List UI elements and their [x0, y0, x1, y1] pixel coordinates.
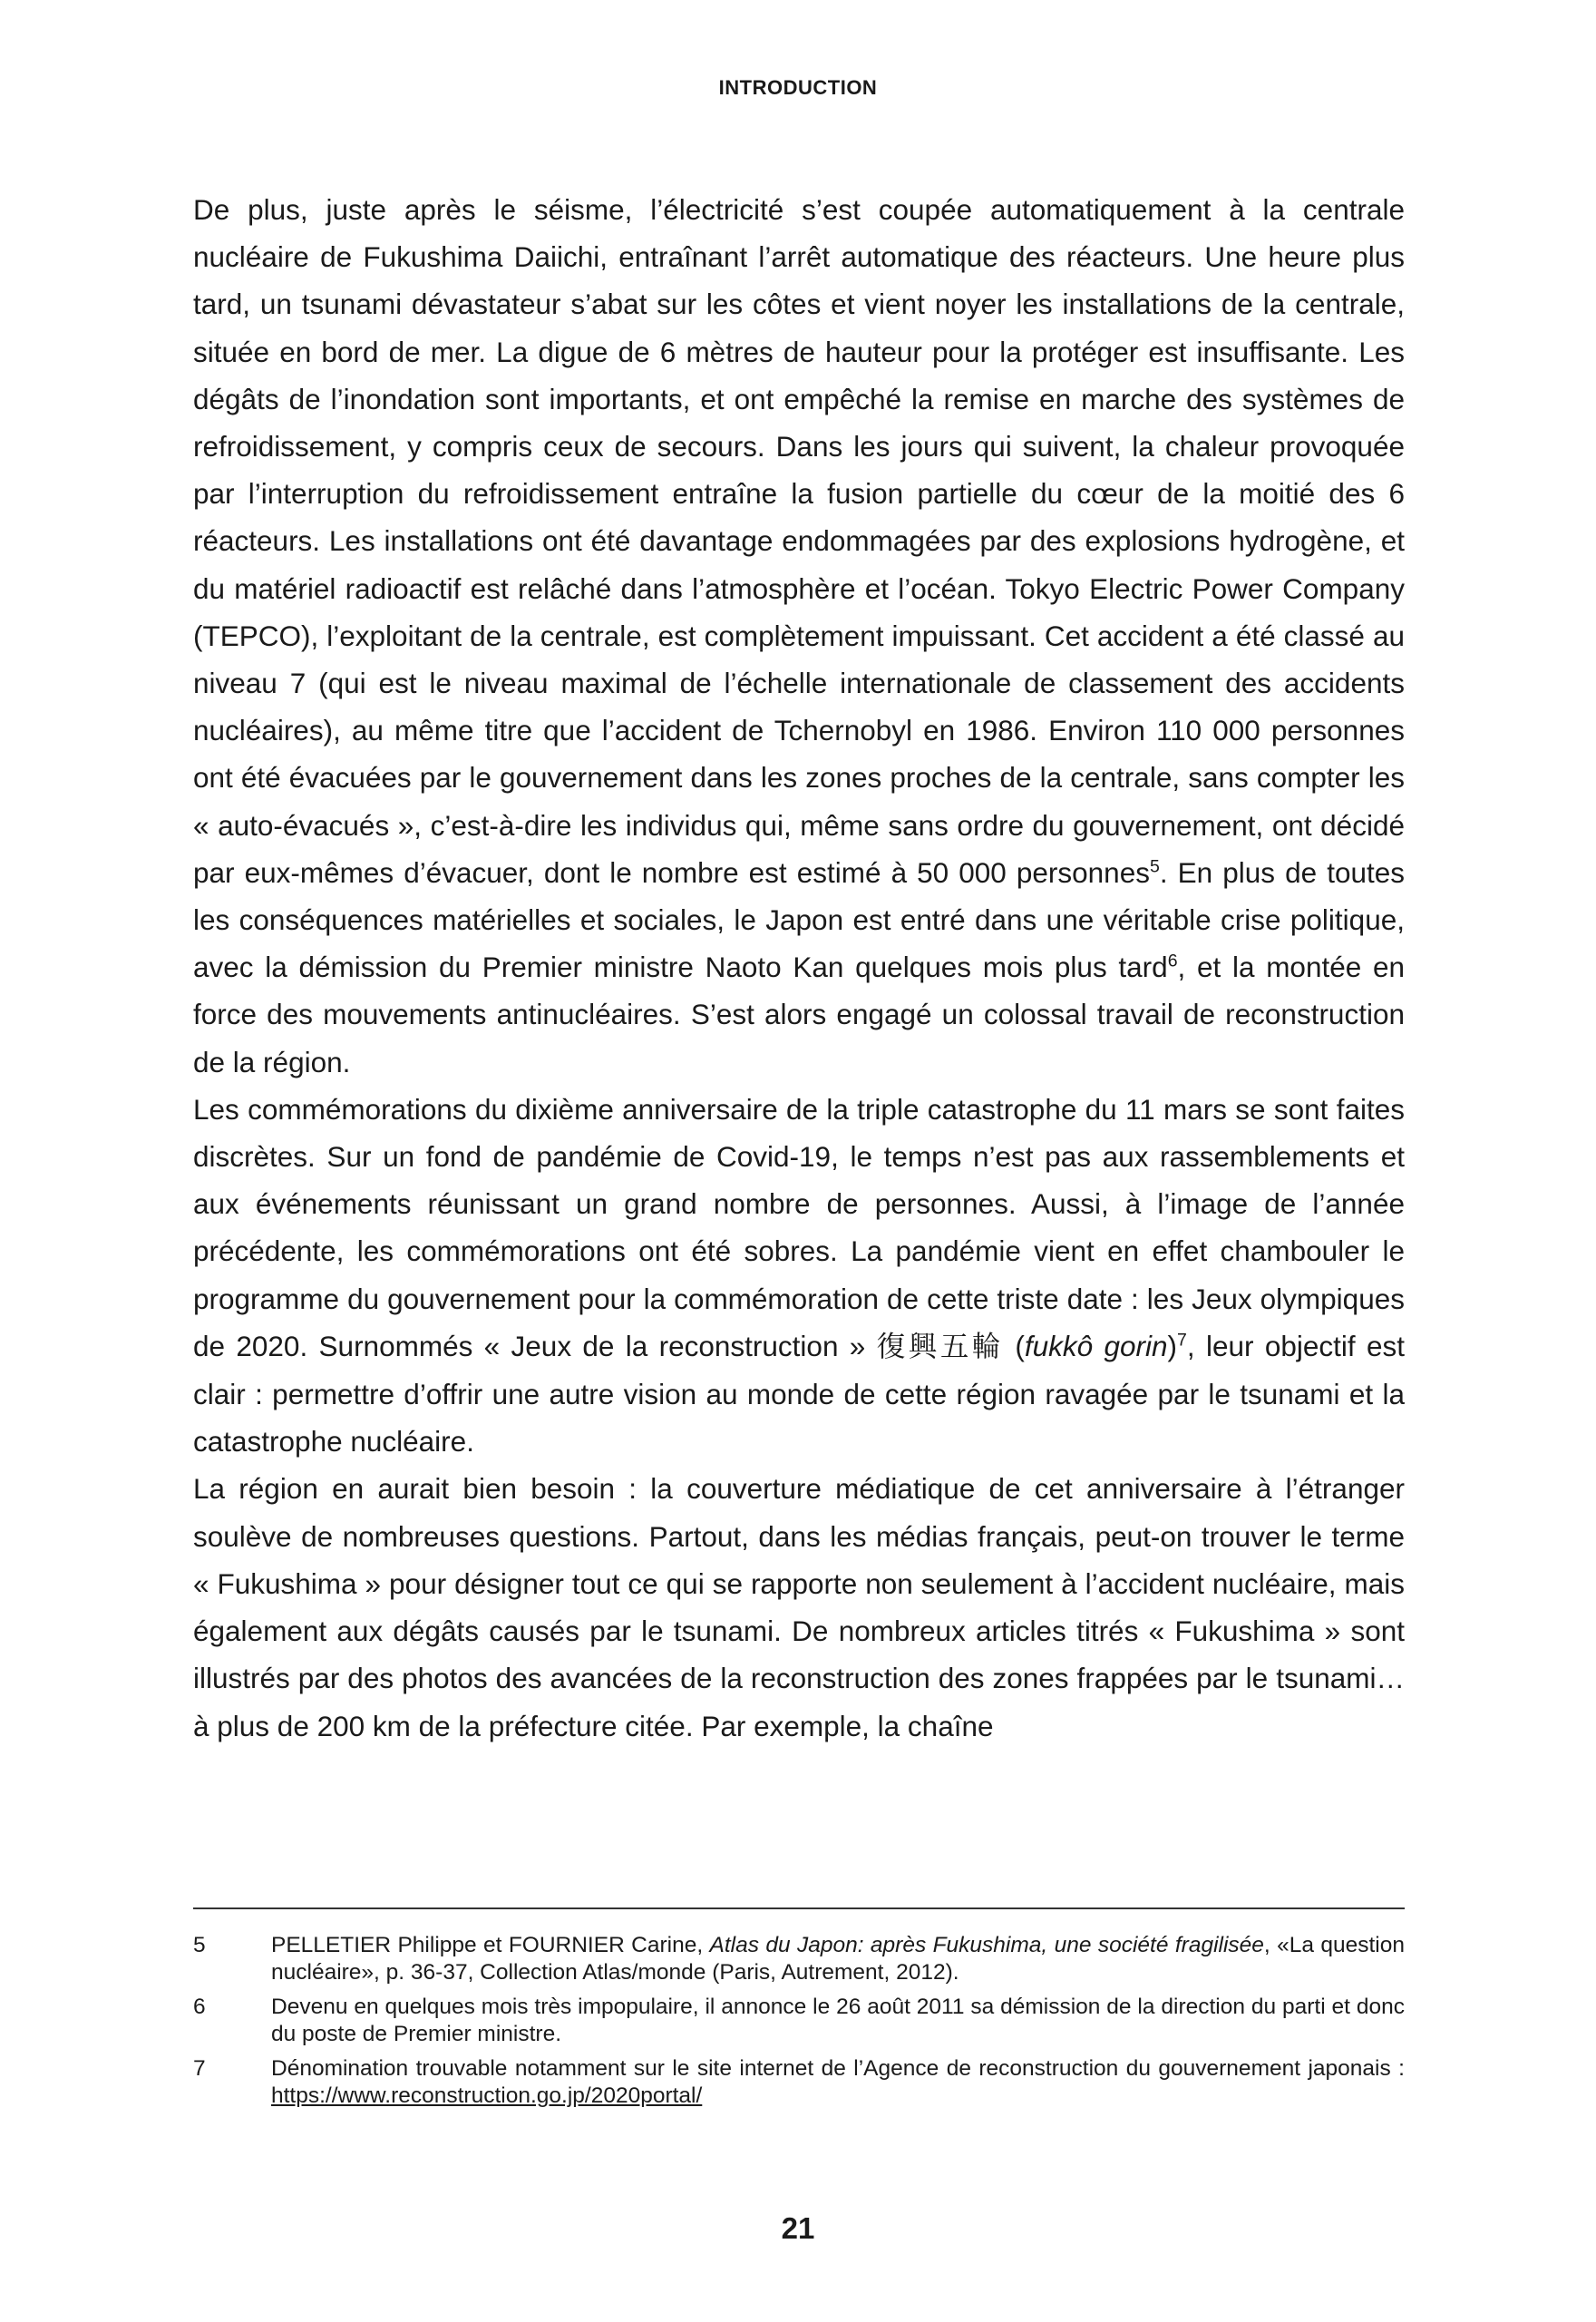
paragraph-1	[193, 186, 1405, 1086]
paragraph-2	[193, 1086, 1405, 1466]
footnote-7	[193, 2055, 1405, 2110]
paragraph-2-text-c: )	[1167, 1329, 1178, 1362]
footnote-text-b: , «La question nucléaire», p. 36-37, Collection Atlas/monde (Paris, Autrement, 2012).	[271, 1933, 1405, 1985]
footnote-ref-7[interactable]: 7	[1177, 1330, 1187, 1351]
paragraph-1-text-a: De plus, juste après le séisme, l’électricité s’est coupée automatiquement à la centrale nucléaire de Fukushima Daiichi, entraînant l’arrêt automatique des réacteurs. Une heure plus tard, un tsunami dévastateur s’abat sur les côtes et vient noyer les installations de la centrale, située en bord de mer. La digue de 6 mètres de hauteur pour la protéger est insuffisante. Les dégâts de l’inondation sont importants, et ont empêché la remise en marche des systèmes de refroidissement, y compris ceux de secours. Dans les jours qui suivent, la chaleur provoquée par l’interruption du refroidissement entraîne la fusion partielle du cœur de la moitié des 6 réacteurs. Les installations ont été davantage endommagées par des explosions hydrogène, et du matériel radioactif est relâché dans l’atmosphère et l’océan. Tokyo Electric Power Company (TEPCO), l’exploitant de la centrale, est complètement impuissant. Cet accident a été classé au niveau 7 (qui est le niveau maximal de l’échelle internationale de classement des accidents nucléaires), au même titre que l’accident de Tchernobyl en 1986. Environ 110 000 personnes ont été évacuées par le gouvernement dans les zones proches de la centrale, sans compter les « auto-évacués », c’est-à-dire les individus qui, même sans ordre du gouvernement, ont décidé par eux-mêmes d’évacuer, dont le nombre est estimé à 50 000 personnes	[193, 193, 1405, 889]
footnote-text: Devenu en quelques mois très impopulaire, il annonce le 26 août 2011 sa démission de la direction du parti et donc du poste de Premier ministre.	[271, 1995, 1405, 2046]
reconstruction-agency-link[interactable]: https://www.reconstruction.go.jp/2020portal/	[271, 2083, 703, 2108]
footnote-number: 5	[193, 1933, 206, 1957]
footnote-number: 7	[193, 2056, 206, 2081]
paragraph-2-text-b: (	[1004, 1329, 1025, 1362]
footnote-ref-6[interactable]: 6	[1167, 951, 1178, 971]
body-text	[193, 186, 1405, 1750]
paragraph-3: La région en aurait bien besoin : la couverture médiatique de cet anniversaire à l’étranger soulève de nombreuses questions. Partout, dans les médias français, peut-on trouver le terme « Fukushima » pour désigner tout ce qui se rapporte non seulement à l’accident nucléaire, mais également aux dégâts causés par le tsunami. De nombreux articles titrés « Fukushima » sont illustrés par des photos des avancées de la reconstruction des zones frappées par le tsunami… à plus de 200 km de la préfecture citée. Par exemple, la chaîne	[193, 1472, 1405, 1742]
paragraph-2-text-a: Les commémorations du dixième anniversaire de la triple catastrophe du 11 mars se sont faites discrètes. Sur un fond de pandémie de Covid-19, le temps n’est pas aux rassemblements et aux événements réunissant un grand nombre de personnes. Aussi, à l’image de l’année précédente, les commémorations ont été sobres. La pandémie vient en effet chambouler le programme du gouvernement pour la commémoration de cette triste date : les Jeux olympiques de 2020. Surnommés « Jeux de la reconstruction »	[193, 1092, 1405, 1362]
romanized-term: fukkô gorin	[1024, 1329, 1168, 1362]
footnote-text	[271, 2055, 1405, 2110]
footnote-ref-5[interactable]: 5	[1149, 856, 1160, 877]
footnote-text-a: Dénomination trouvable notamment sur le site internet de l’Agence de reconstruction du gouvernement japonais :	[271, 2056, 1405, 2081]
footnotes	[193, 1932, 1405, 2117]
footnote-6	[193, 1994, 1405, 2048]
japanese-term: 復興五輪	[876, 1330, 1005, 1363]
footnote-divider	[193, 1907, 1405, 1909]
footnote-number: 6	[193, 1995, 206, 2019]
footnote-text	[271, 1932, 1405, 1986]
paragraph-2-text-d: , leur objectif est clair : permettre d’offrir une autre vision au monde de cette région ravagée par le tsunami et la catastrophe nucléaire.	[193, 1329, 1405, 1459]
paragraph-1-text-b: . En plus de toutes les conséquences matérielles et sociales, le Japon est entré dans une véritable crise politique, avec la démission du Premier ministre Naoto Kan quelques mois plus tard	[193, 855, 1405, 984]
footnote-book-title: Atlas du Japon: après Fukushima, une société fragilisée	[709, 1933, 1264, 1957]
page-number: 21	[781, 2211, 815, 2245]
paragraph-1-text-c: , et la montée en force des mouvements antinucléaires. S’est alors engagé un colossal travail de reconstruction de la région.	[193, 951, 1405, 1078]
running-header: INTRODUCTION	[718, 76, 878, 99]
footnote-text-a: PELLETIER Philippe et FOURNIER Carine,	[271, 1933, 710, 1957]
footnote-5	[193, 1932, 1405, 1986]
